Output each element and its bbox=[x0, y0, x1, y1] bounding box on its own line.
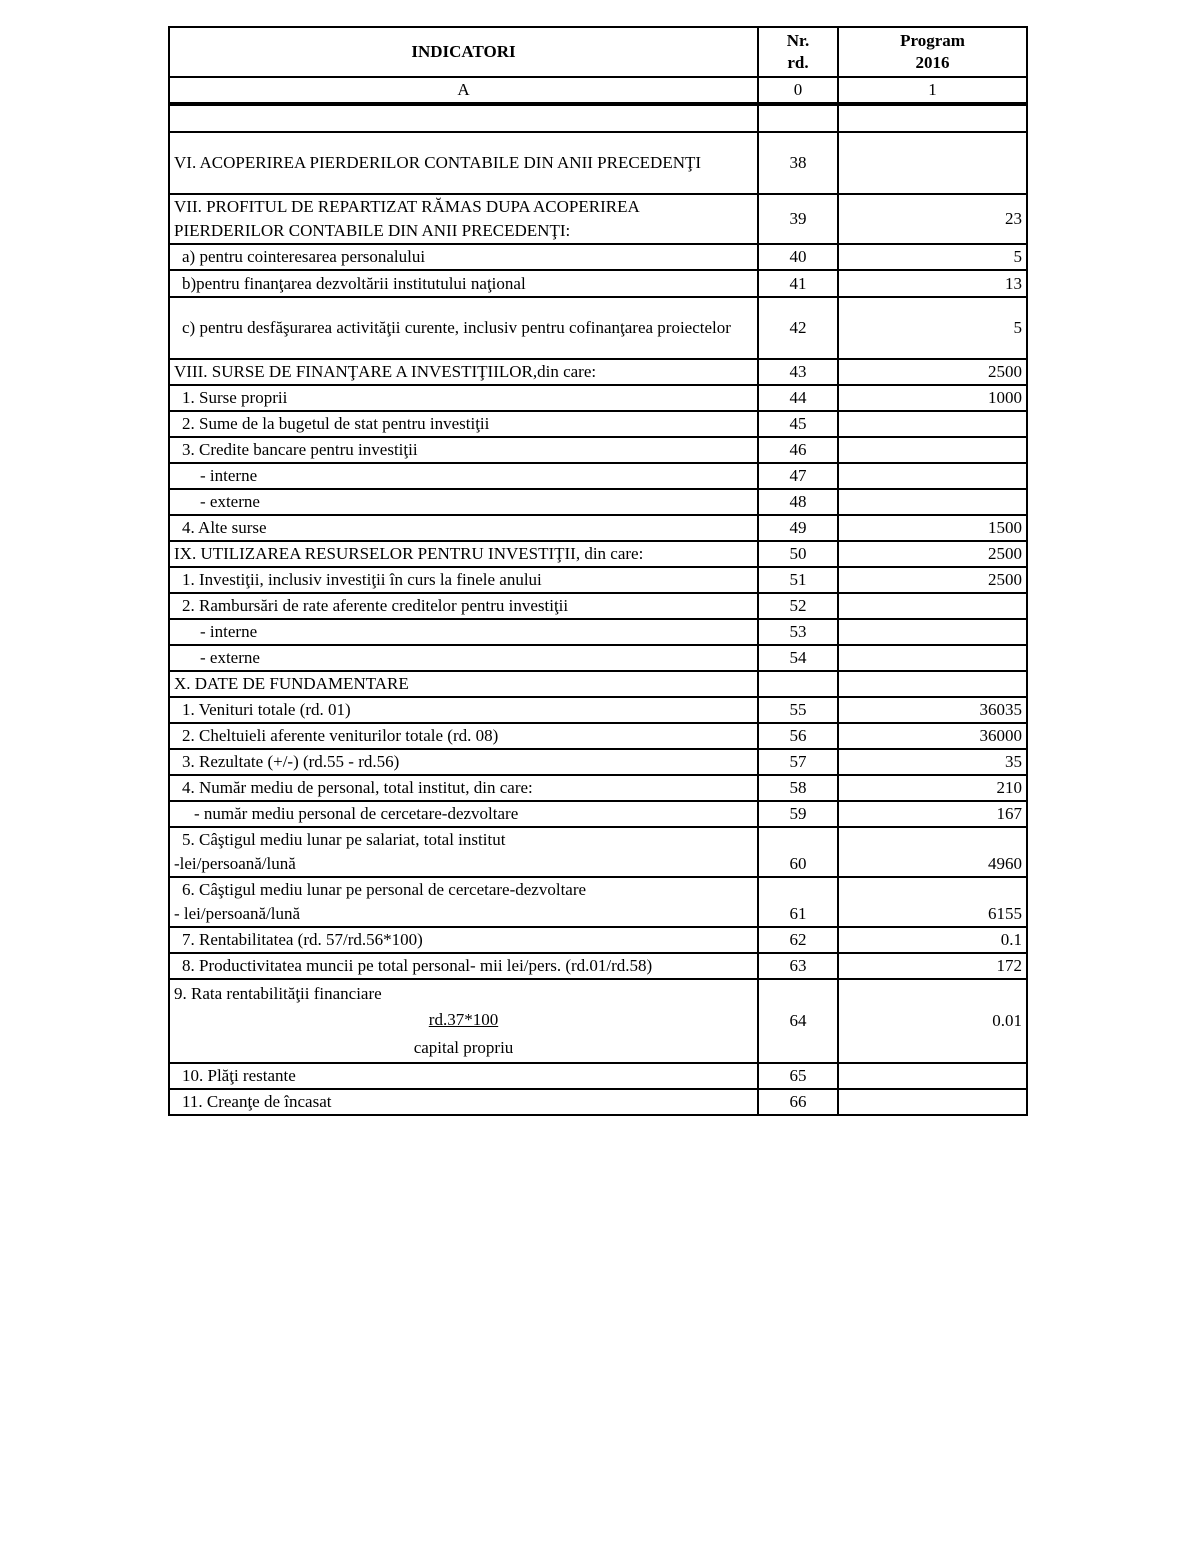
row-number: 60 bbox=[758, 827, 838, 877]
table-row bbox=[169, 671, 1027, 697]
row-number: 47 bbox=[758, 463, 838, 489]
row-number: 54 bbox=[758, 645, 838, 671]
indicator-label: 11. Creanţe de încasat bbox=[169, 1089, 758, 1115]
program-value: 2500 bbox=[838, 541, 1027, 567]
table-row bbox=[169, 515, 1027, 541]
program-value: 23 bbox=[838, 194, 1027, 244]
indicator-label: b)pentru finanţarea dezvoltării institutului naţional bbox=[169, 270, 758, 297]
row-number: 57 bbox=[758, 749, 838, 775]
program-value: 36000 bbox=[838, 723, 1027, 749]
program-value: 2500 bbox=[838, 567, 1027, 593]
table-row bbox=[169, 645, 1027, 671]
program-value: 13 bbox=[838, 270, 1027, 297]
table-row bbox=[169, 437, 1027, 463]
empty-cell bbox=[758, 104, 838, 132]
table-row bbox=[169, 619, 1027, 645]
program-value bbox=[838, 645, 1027, 671]
program-value bbox=[838, 132, 1027, 194]
table-row bbox=[169, 489, 1027, 515]
row-number: 64 bbox=[758, 979, 838, 1063]
row-number: 40 bbox=[758, 244, 838, 270]
column-letters-row bbox=[169, 77, 1027, 104]
table-row bbox=[169, 1063, 1027, 1089]
indicator-label-line2: -lei/persoană/lună bbox=[174, 854, 296, 873]
indicator-label-line1: 5. Câştigul mediu lunar pe salariat, total institut bbox=[182, 830, 506, 849]
table-row bbox=[169, 244, 1027, 270]
program-value bbox=[838, 593, 1027, 619]
table-row bbox=[169, 411, 1027, 437]
indicator-label: X. DATE DE FUNDAMENTARE bbox=[169, 671, 758, 697]
indicator-label: IX. UTILIZAREA RESURSELOR PENTRU INVESTIŢII, din care: bbox=[169, 541, 758, 567]
indicator-label: 4. Număr mediu de personal, total institut, din care: bbox=[169, 775, 758, 801]
indicator-label: a) pentru cointeresarea personalului bbox=[169, 244, 758, 270]
table-row bbox=[169, 359, 1027, 385]
row-number: 58 bbox=[758, 775, 838, 801]
header-indicators: INDICATORI bbox=[169, 27, 758, 77]
column-letter-a: A bbox=[169, 77, 758, 104]
indicator-label bbox=[169, 827, 758, 877]
row-number: 55 bbox=[758, 697, 838, 723]
formula-numerator: rd.37*100 bbox=[428, 1010, 499, 1029]
table-row bbox=[169, 723, 1027, 749]
program-value: 4960 bbox=[838, 827, 1027, 877]
row-number: 56 bbox=[758, 723, 838, 749]
indicator-label: 2. Sume de la bugetul de stat pentru investiţii bbox=[169, 411, 758, 437]
indicator-label-title: 9. Rata rentabilităţii financiare bbox=[174, 984, 382, 1003]
table-row bbox=[169, 927, 1027, 953]
program-value: 1500 bbox=[838, 515, 1027, 541]
program-value: 172 bbox=[838, 953, 1027, 979]
indicator-label: VIII. SURSE DE FINANŢARE A INVESTIŢIILOR,din care: bbox=[169, 359, 758, 385]
row-number: 39 bbox=[758, 194, 838, 244]
row-number bbox=[758, 671, 838, 697]
row-number: 38 bbox=[758, 132, 838, 194]
table-row bbox=[169, 827, 1027, 877]
table-row bbox=[169, 775, 1027, 801]
indicator-label: VI. ACOPERIREA PIERDERILOR CONTABILE DIN ANII PRECEDENŢI bbox=[169, 132, 758, 194]
budget-indicators-table bbox=[168, 26, 1028, 1116]
indicator-label: 7. Rentabilitatea (rd. 57/rd.56*100) bbox=[169, 927, 758, 953]
program-value: 36035 bbox=[838, 697, 1027, 723]
row-number: 62 bbox=[758, 927, 838, 953]
column-letter-0: 0 bbox=[758, 77, 838, 104]
program-value bbox=[838, 1089, 1027, 1115]
header-program-2016: Program 2016 bbox=[838, 27, 1027, 77]
row-number: 41 bbox=[758, 270, 838, 297]
program-value: 1000 bbox=[838, 385, 1027, 411]
table-row-spacer bbox=[169, 104, 1027, 132]
program-value bbox=[838, 671, 1027, 697]
row-number: 53 bbox=[758, 619, 838, 645]
indicator-label: 1. Investiţii, inclusiv investiţii în curs la finele anului bbox=[169, 567, 758, 593]
empty-cell bbox=[169, 104, 758, 132]
row-number: 61 bbox=[758, 877, 838, 927]
table-row bbox=[169, 567, 1027, 593]
table-row bbox=[169, 1089, 1027, 1115]
table-row bbox=[169, 194, 1027, 244]
indicator-label: 10. Plăţi restante bbox=[169, 1063, 758, 1089]
indicator-label: - interne bbox=[169, 619, 758, 645]
indicator-label: 2. Cheltuieli aferente veniturilor totale (rd. 08) bbox=[169, 723, 758, 749]
table-row bbox=[169, 697, 1027, 723]
indicator-label-line2: - lei/persoană/lună bbox=[174, 904, 301, 923]
indicator-label: - externe bbox=[169, 645, 758, 671]
indicator-label: 2. Rambursări de rate aferente creditelor pentru investiţii bbox=[169, 593, 758, 619]
empty-cell bbox=[838, 104, 1027, 132]
indicator-label: 1. Venituri totale (rd. 01) bbox=[169, 697, 758, 723]
indicator-label: 3. Rezultate (+/-) (rd.55 - rd.56) bbox=[169, 749, 758, 775]
indicator-label: 1. Surse proprii bbox=[169, 385, 758, 411]
row-number: 66 bbox=[758, 1089, 838, 1115]
row-number: 52 bbox=[758, 593, 838, 619]
program-value bbox=[838, 411, 1027, 437]
indicator-label: c) pentru desfăşurarea activităţii curente, inclusiv pentru cofinanţarea proiectelor bbox=[169, 297, 758, 359]
program-value bbox=[838, 437, 1027, 463]
indicator-label bbox=[169, 877, 758, 927]
row-number: 59 bbox=[758, 801, 838, 827]
indicator-label: VII. PROFITUL DE REPARTIZAT RĂMAS DUPA ACOPERIREA PIERDERILOR CONTABILE DIN ANII PRECEDENŢI: bbox=[169, 194, 758, 244]
indicator-label: - externe bbox=[169, 489, 758, 515]
table-row bbox=[169, 270, 1027, 297]
table-row bbox=[169, 593, 1027, 619]
indicator-label-line1: 6. Câştigul mediu lunar pe personal de cercetare-dezvoltare bbox=[182, 880, 587, 899]
row-number: 43 bbox=[758, 359, 838, 385]
row-number: 44 bbox=[758, 385, 838, 411]
formula bbox=[174, 1007, 753, 1033]
row-number: 45 bbox=[758, 411, 838, 437]
table-row bbox=[169, 979, 1027, 1063]
column-letter-1: 1 bbox=[838, 77, 1027, 104]
table-row bbox=[169, 541, 1027, 567]
table-row bbox=[169, 749, 1027, 775]
program-value: 35 bbox=[838, 749, 1027, 775]
program-value: 2500 bbox=[838, 359, 1027, 385]
indicator-label bbox=[169, 979, 758, 1063]
table-row bbox=[169, 953, 1027, 979]
formula-denominator: capital propriu bbox=[413, 1038, 514, 1057]
program-value bbox=[838, 463, 1027, 489]
row-number: 48 bbox=[758, 489, 838, 515]
indicator-label: - număr mediu personal de cercetare-dezvoltare bbox=[169, 801, 758, 827]
program-value: 167 bbox=[838, 801, 1027, 827]
indicator-label: 3. Credite bancare pentru investiţii bbox=[169, 437, 758, 463]
program-value: 0.1 bbox=[838, 927, 1027, 953]
header-nr-rd: Nr. rd. bbox=[758, 27, 838, 77]
program-value: 0.01 bbox=[838, 979, 1027, 1063]
table-row bbox=[169, 877, 1027, 927]
table-row bbox=[169, 463, 1027, 489]
program-value: 210 bbox=[838, 775, 1027, 801]
program-value bbox=[838, 619, 1027, 645]
indicator-label: - interne bbox=[169, 463, 758, 489]
table-row bbox=[169, 132, 1027, 194]
row-number: 50 bbox=[758, 541, 838, 567]
table-row bbox=[169, 801, 1027, 827]
program-value bbox=[838, 489, 1027, 515]
row-number: 49 bbox=[758, 515, 838, 541]
table-row bbox=[169, 297, 1027, 359]
program-value bbox=[838, 1063, 1027, 1089]
program-value: 5 bbox=[838, 297, 1027, 359]
program-value: 6155 bbox=[838, 877, 1027, 927]
indicator-label: 8. Productivitatea muncii pe total personal- mii lei/pers. (rd.01/rd.58) bbox=[169, 953, 758, 979]
row-number: 46 bbox=[758, 437, 838, 463]
program-value: 5 bbox=[838, 244, 1027, 270]
table-row bbox=[169, 385, 1027, 411]
row-number: 63 bbox=[758, 953, 838, 979]
row-number: 51 bbox=[758, 567, 838, 593]
row-number: 42 bbox=[758, 297, 838, 359]
indicator-label: 4. Alte surse bbox=[169, 515, 758, 541]
row-number: 65 bbox=[758, 1063, 838, 1089]
table-header-row bbox=[169, 27, 1027, 77]
